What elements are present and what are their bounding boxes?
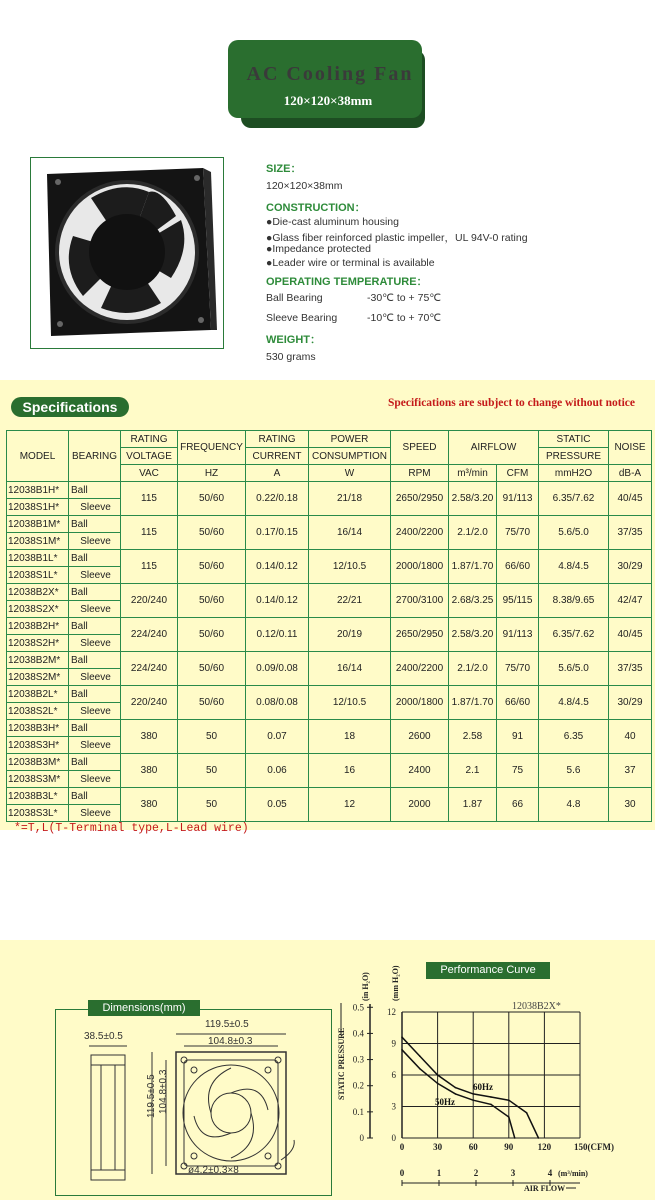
voltage-cell: 224/240 xyxy=(121,652,178,686)
voltage-cell: 380 xyxy=(121,720,178,754)
y-axis-label: STATIC PRESSURE xyxy=(337,1027,346,1100)
series-point xyxy=(455,1087,457,1089)
bearing-cell: Sleeve xyxy=(69,533,121,550)
th-noise: NOISE xyxy=(609,431,652,465)
x-tick-label-m3: 2 xyxy=(473,1168,479,1178)
bearing-cell: Ball xyxy=(69,788,121,805)
weight-value: 530 grams xyxy=(266,351,316,363)
th-dba: dB-A xyxy=(609,465,652,482)
cfm-cell: 75/70 xyxy=(497,652,539,686)
power-cell: 16 xyxy=(309,754,391,788)
table-row xyxy=(7,720,652,737)
pressure-cell: 6.35/7.62 xyxy=(539,482,609,516)
speed-cell: 2400/2200 xyxy=(391,516,449,550)
model-cell: 12038B2M* xyxy=(7,652,69,669)
specifications-title: Specifications xyxy=(11,397,129,417)
freq-cell: 50/60 xyxy=(178,652,246,686)
pressure-cell: 5.6/5.0 xyxy=(539,516,609,550)
cfm-cell: 95/115 xyxy=(497,584,539,618)
freq-cell: 50/60 xyxy=(178,482,246,516)
noise-cell: 42/47 xyxy=(609,584,652,618)
noise-cell: 40 xyxy=(609,720,652,754)
current-cell: 0.06 xyxy=(246,754,309,788)
model-cell: 12038B3H* xyxy=(7,720,69,737)
x-tick-label-cfm: 120 xyxy=(537,1142,552,1152)
bearing-cell: Ball xyxy=(69,720,121,737)
construction-item: ●Die-cast aluminum housing xyxy=(266,216,399,228)
dim-holes: ø4.2±0.3×8 xyxy=(188,1165,239,1176)
y-tick-label-in: 0.5 xyxy=(352,1002,364,1013)
series-point xyxy=(401,1036,403,1038)
model-cell: 12038S3M* xyxy=(7,771,69,788)
freq-cell: 50 xyxy=(178,720,246,754)
page-subtitle: 120×120×38mm xyxy=(283,93,373,108)
chart-model: 12038B2X* xyxy=(512,1001,561,1012)
x-tick-label-cfm: 150(CFM) xyxy=(574,1142,614,1152)
model-cell: 12038B2H* xyxy=(7,618,69,635)
model-cell: 12038B1L* xyxy=(7,550,69,567)
x-tick-label-cfm: 0 xyxy=(399,1142,405,1152)
speed-cell: 2650/2950 xyxy=(391,482,449,516)
noise-cell: 37 xyxy=(609,754,652,788)
power-cell: 12/10.5 xyxy=(309,686,391,720)
series-point xyxy=(419,1055,421,1057)
construction-item: ●Glass fiber reinforced plastic impeller，UL 94V-0 rating xyxy=(266,232,528,244)
size-value: 120×120×38mm xyxy=(266,180,343,192)
bearing-cell: Sleeve xyxy=(69,805,121,822)
th-m3min: m³/min xyxy=(449,465,497,482)
x-tick-label-m3: 0 xyxy=(399,1168,405,1178)
cfm-cell: 75/70 xyxy=(497,516,539,550)
dim-outer-height: 119.5±0.5 xyxy=(146,1074,157,1118)
bearing-cell: Ball xyxy=(69,618,121,635)
model-cell: 12038B1M* xyxy=(7,516,69,533)
series-line xyxy=(402,1050,515,1138)
m3-cell: 2.58/3.20 xyxy=(449,482,497,516)
temp-value: -30℃ to + 75℃ xyxy=(367,292,442,304)
noise-cell: 30 xyxy=(609,788,652,822)
size-heading: SIZE： xyxy=(266,163,302,175)
y-tick-label-in: 0 xyxy=(359,1133,364,1143)
th-power: POWER xyxy=(309,431,391,448)
bearing-cell: Sleeve xyxy=(69,669,121,686)
m3-cell: 1.87 xyxy=(449,788,497,822)
freq-cell: 50 xyxy=(178,754,246,788)
x-tick-label-cfm: 90 xyxy=(504,1142,514,1152)
freq-cell: 50/60 xyxy=(178,550,246,584)
power-cell: 12 xyxy=(309,788,391,822)
series-point xyxy=(437,1083,439,1085)
cfm-cell: 91/113 xyxy=(497,618,539,652)
x-unit-m3: (m³/min) xyxy=(558,1169,588,1178)
temp-value: -10℃ to + 70℃ xyxy=(367,312,442,324)
performance-chart xyxy=(330,955,650,1195)
th-pressure: PRESSURE xyxy=(539,448,609,465)
series-label: 60Hz xyxy=(473,1082,493,1092)
th-frequency: FREQUENCY xyxy=(178,431,246,465)
speed-cell: 2700/3100 xyxy=(391,584,449,618)
spec-footnote: *=T,L(T-Terminal type,L-Lead wire) xyxy=(14,822,249,835)
construction-item: ●Impedance protected xyxy=(266,243,371,255)
bearing-cell: Sleeve xyxy=(69,499,121,516)
pressure-cell: 6.35 xyxy=(539,720,609,754)
series-point xyxy=(490,1104,492,1106)
bearing-cell: Ball xyxy=(69,584,121,601)
m3-cell: 1.87/1.70 xyxy=(449,550,497,584)
series-point xyxy=(401,1049,403,1051)
series-point xyxy=(526,1112,528,1114)
bearing-cell: Sleeve xyxy=(69,567,121,584)
dim-hole-width: 104.8±0.3 xyxy=(208,1036,253,1047)
bearing-cell: Ball xyxy=(69,550,121,567)
bearing-cell: Ball xyxy=(69,482,121,499)
dim-depth: 38.5±0.5 xyxy=(84,1031,123,1042)
power-cell: 20/19 xyxy=(309,618,391,652)
dimensions-title: Dimensions(mm) xyxy=(88,1000,200,1016)
series-label: 50Hz xyxy=(435,1097,455,1107)
dim-outer-width: 119.5±0.5 xyxy=(205,1019,249,1030)
m3-cell: 2.58 xyxy=(449,720,497,754)
current-cell: 0.05 xyxy=(246,788,309,822)
x-axis-label: AIR FLOW xyxy=(524,1184,566,1193)
series-point xyxy=(508,1099,510,1101)
table-row xyxy=(7,618,652,635)
model-cell: 12038B3M* xyxy=(7,754,69,771)
voltage-cell: 115 xyxy=(121,482,178,516)
m3-cell: 2.58/3.20 xyxy=(449,618,497,652)
th-mmh2o: mmH2O xyxy=(539,465,609,482)
y-unit-right: (mm H₂O) xyxy=(391,965,400,1001)
spec-table xyxy=(6,430,652,822)
series-point xyxy=(472,1093,474,1095)
th-a: A xyxy=(246,465,309,482)
series-line xyxy=(402,1037,538,1138)
pressure-cell: 4.8/4.5 xyxy=(539,550,609,584)
th-vac: VAC xyxy=(121,465,178,482)
m3-cell: 2.1/2.0 xyxy=(449,516,497,550)
speed-cell: 2650/2950 xyxy=(391,618,449,652)
th-rpm: RPM xyxy=(391,465,449,482)
th-voltage: VOLTAGE xyxy=(121,448,178,465)
voltage-cell: 224/240 xyxy=(121,618,178,652)
y-tick-label-in: 0.4 xyxy=(352,1028,364,1039)
cfm-cell: 66/60 xyxy=(497,686,539,720)
pressure-cell: 8.38/9.65 xyxy=(539,584,609,618)
pressure-cell: 5.6/5.0 xyxy=(539,652,609,686)
voltage-cell: 220/240 xyxy=(121,686,178,720)
spec-notice: Specifications are subject to change without notice xyxy=(387,397,635,409)
construction-heading: CONSTRUCTION： xyxy=(266,202,366,214)
x-tick-label-m3: 4 xyxy=(547,1168,553,1178)
cfm-cell: 75 xyxy=(497,754,539,788)
bearing-cell: Ball xyxy=(69,652,121,669)
y-tick-label-mm: 3 xyxy=(391,1101,396,1112)
voltage-cell: 115 xyxy=(121,550,178,584)
model-cell: 12038S1H* xyxy=(7,499,69,516)
noise-cell: 40/45 xyxy=(609,482,652,516)
current-cell: 0.08/0.08 xyxy=(246,686,309,720)
th-rating2: RATING xyxy=(246,431,309,448)
bearing-cell: Sleeve xyxy=(69,635,121,652)
y-tick-label-mm: 0 xyxy=(391,1133,396,1143)
bearing-cell: Sleeve xyxy=(69,771,121,788)
current-cell: 0.14/0.12 xyxy=(246,584,309,618)
page-title: AC Cooling Fan xyxy=(246,63,414,85)
table-row xyxy=(7,686,652,703)
dim-hole-height: 104.8±0.3 xyxy=(158,1069,169,1114)
series-point xyxy=(490,1096,492,1098)
bearing-cell: Ball xyxy=(69,754,121,771)
noise-cell: 30/29 xyxy=(609,686,652,720)
table-row xyxy=(7,516,652,533)
th-cfm: CFM xyxy=(497,465,539,482)
x-tick-label-m3: 3 xyxy=(510,1168,516,1178)
model-cell: 12038S2L* xyxy=(7,703,69,720)
speed-cell: 2400/2200 xyxy=(391,652,449,686)
y-tick-label-mm: 9 xyxy=(391,1038,396,1049)
y-tick-label-in: 0.3 xyxy=(352,1054,364,1065)
series-point xyxy=(472,1099,474,1101)
freq-cell: 50 xyxy=(178,788,246,822)
series-point xyxy=(419,1068,421,1070)
noise-cell: 37/35 xyxy=(609,652,652,686)
series-point xyxy=(538,1137,540,1139)
series-point xyxy=(514,1137,516,1139)
voltage-cell: 380 xyxy=(121,754,178,788)
current-cell: 0.09/0.08 xyxy=(246,652,309,686)
model-cell: 12038S2H* xyxy=(7,635,69,652)
table-row xyxy=(7,550,652,567)
pressure-cell: 4.8 xyxy=(539,788,609,822)
pressure-cell: 6.35/7.62 xyxy=(539,618,609,652)
product-image-frame xyxy=(30,157,224,349)
m3-cell: 2.1/2.0 xyxy=(449,652,497,686)
y-tick-label-mm: 6 xyxy=(391,1070,396,1080)
cfm-cell: 66 xyxy=(497,788,539,822)
model-cell: 12038S2X* xyxy=(7,601,69,618)
th-hz: HZ xyxy=(178,465,246,482)
freq-cell: 50/60 xyxy=(178,618,246,652)
fan-image xyxy=(31,158,223,348)
power-cell: 21/18 xyxy=(309,482,391,516)
table-row xyxy=(7,788,652,805)
x-tick-label-cfm: 60 xyxy=(468,1142,478,1152)
chart-title: Performance Curve xyxy=(426,962,550,979)
model-cell: 12038B1H* xyxy=(7,482,69,499)
model-cell: 12038B3L* xyxy=(7,788,69,805)
y-unit-left: (in H₂O) xyxy=(361,972,370,1001)
speed-cell: 2400 xyxy=(391,754,449,788)
weight-heading: WEIGHT： xyxy=(266,334,321,346)
th-model: MODEL xyxy=(7,431,69,482)
th-rating: RATING xyxy=(121,431,178,448)
model-cell: 12038S3H* xyxy=(7,737,69,754)
model-cell: 12038S2M* xyxy=(7,669,69,686)
power-cell: 22/21 xyxy=(309,584,391,618)
noise-cell: 40/45 xyxy=(609,618,652,652)
current-cell: 0.22/0.18 xyxy=(246,482,309,516)
pressure-cell: 5.6 xyxy=(539,754,609,788)
noise-cell: 30/29 xyxy=(609,550,652,584)
power-cell: 18 xyxy=(309,720,391,754)
series-point xyxy=(508,1116,510,1118)
power-cell: 16/14 xyxy=(309,516,391,550)
freq-cell: 50/60 xyxy=(178,584,246,618)
construction-item: ●Leader wire or terminal is available xyxy=(266,257,435,269)
speed-cell: 2000/1800 xyxy=(391,686,449,720)
power-cell: 16/14 xyxy=(309,652,391,686)
bearing-cell: Sleeve xyxy=(69,601,121,618)
th-w: W xyxy=(309,465,391,482)
table-row xyxy=(7,482,652,499)
noise-cell: 37/35 xyxy=(609,516,652,550)
th-airflow: AIRFLOW xyxy=(449,431,539,465)
bearing-cell: Ball xyxy=(69,516,121,533)
bearing-cell: Ball xyxy=(69,686,121,703)
current-cell: 0.07 xyxy=(246,720,309,754)
voltage-cell: 115 xyxy=(121,516,178,550)
model-cell: 12038S3L* xyxy=(7,805,69,822)
voltage-cell: 380 xyxy=(121,788,178,822)
freq-cell: 50/60 xyxy=(178,686,246,720)
x-tick-label-cfm: 30 xyxy=(433,1142,443,1152)
y-tick-label-in: 0.2 xyxy=(352,1080,364,1091)
speed-cell: 2000 xyxy=(391,788,449,822)
power-cell: 12/10.5 xyxy=(309,550,391,584)
temp-label: Ball Bearing xyxy=(266,292,323,304)
y-tick-label-mm: 12 xyxy=(387,1007,396,1017)
speed-cell: 2600 xyxy=(391,720,449,754)
freq-cell: 50/60 xyxy=(178,516,246,550)
pressure-cell: 4.8/4.5 xyxy=(539,686,609,720)
current-cell: 0.14/0.12 xyxy=(246,550,309,584)
table-row xyxy=(7,754,652,771)
current-cell: 0.17/0.15 xyxy=(246,516,309,550)
m3-cell: 2.68/3.25 xyxy=(449,584,497,618)
th-bearing: BEARING xyxy=(69,431,121,482)
x-tick-label-m3: 1 xyxy=(436,1168,442,1178)
series-point xyxy=(437,1074,439,1076)
bearing-cell: Sleeve xyxy=(69,737,121,754)
cfm-cell: 91 xyxy=(497,720,539,754)
y-tick-label-in: 0.1 xyxy=(352,1106,364,1117)
series-point xyxy=(455,1093,457,1095)
th-speed: SPEED xyxy=(391,431,449,465)
model-cell: 12038S1L* xyxy=(7,567,69,584)
model-cell: 12038B2X* xyxy=(7,584,69,601)
model-cell: 12038B2L* xyxy=(7,686,69,703)
voltage-cell: 220/240 xyxy=(121,584,178,618)
cfm-cell: 91/113 xyxy=(497,482,539,516)
current-cell: 0.12/0.11 xyxy=(246,618,309,652)
th-static: STATIC xyxy=(539,431,609,448)
m3-cell: 1.87/1.70 xyxy=(449,686,497,720)
th-current: CURRENT xyxy=(246,448,309,465)
table-row xyxy=(7,652,652,669)
temp-label: Sleeve Bearing xyxy=(266,312,338,324)
table-row xyxy=(7,584,652,601)
m3-cell: 2.1 xyxy=(449,754,497,788)
speed-cell: 2000/1800 xyxy=(391,550,449,584)
cfm-cell: 66/60 xyxy=(497,550,539,584)
bearing-cell: Sleeve xyxy=(69,703,121,720)
th-consumption: CONSUMPTION xyxy=(309,448,391,465)
temperature-heading: OPERATING TEMPERATURE： xyxy=(266,276,428,288)
model-cell: 12038S1M* xyxy=(7,533,69,550)
